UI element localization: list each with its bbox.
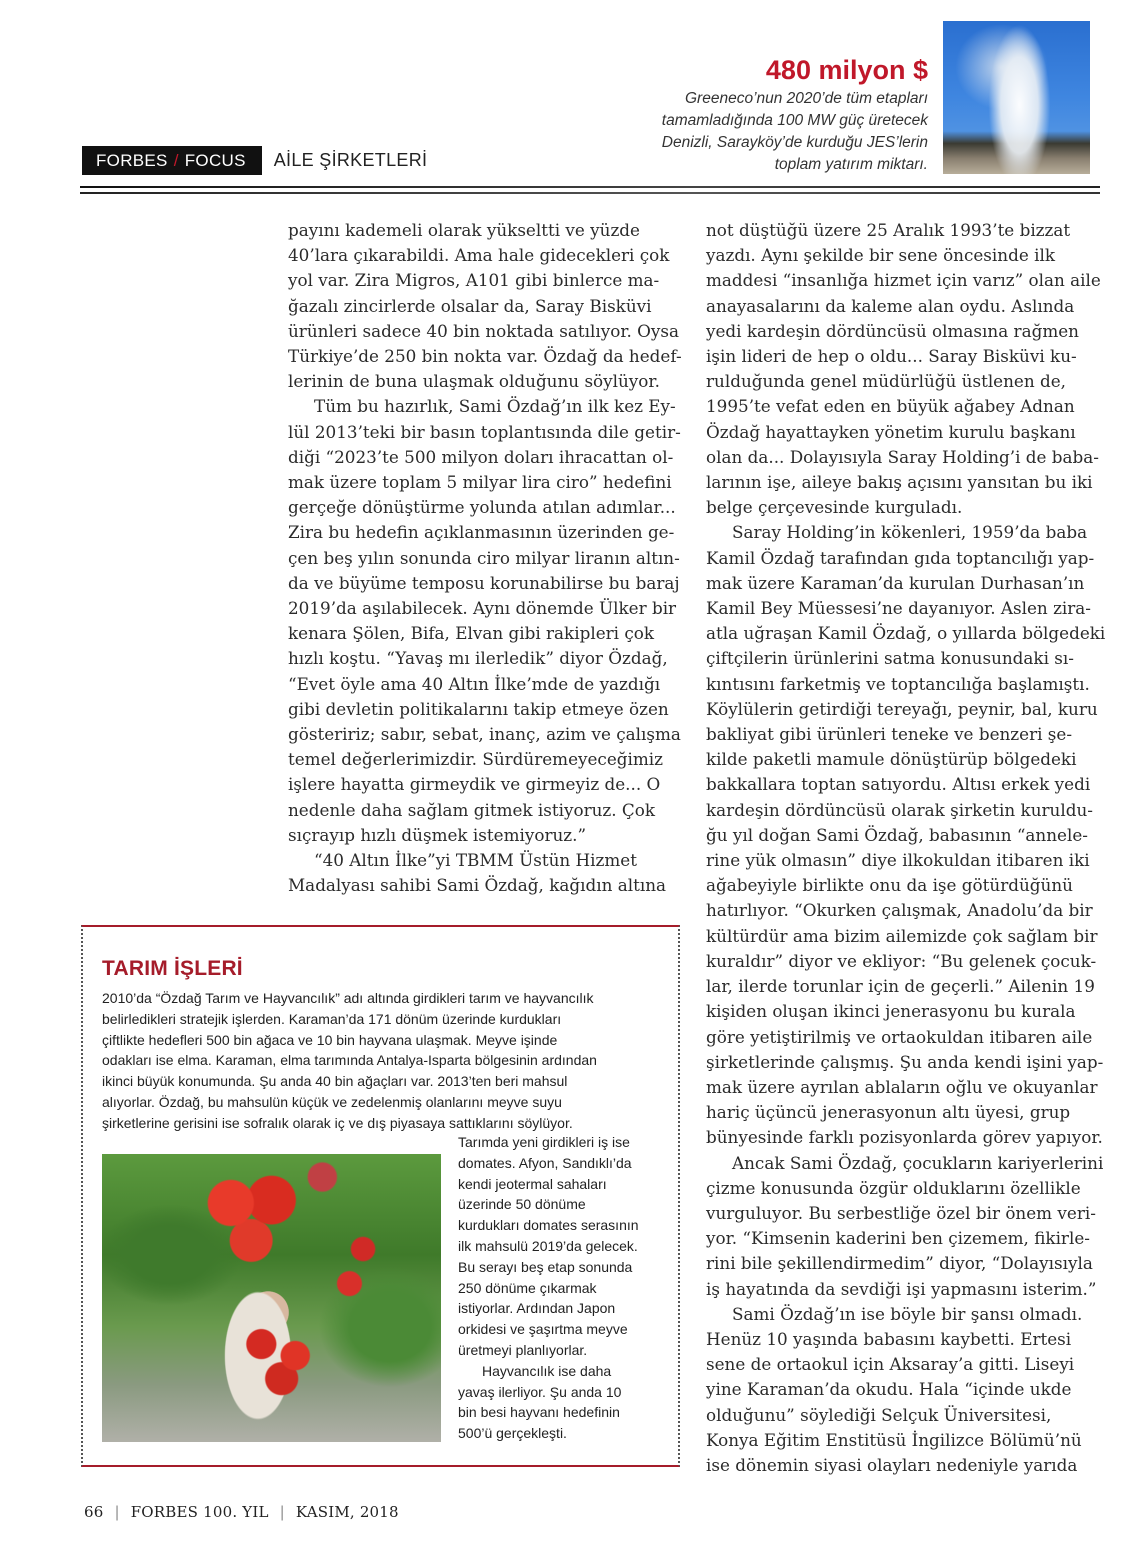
text-line: ikinci büyük konumunda. Şu anda 40 bin ağaçları var. 2013’ten beri mahsul	[102, 1073, 568, 1090]
text-line: diği “2023’te 500 milyon doları ihracattan ol-	[288, 446, 674, 467]
text-line: Tüm bu hazırlık, Sami Özdağ’ın ilk kez Ey-	[314, 396, 676, 417]
geyser-photo	[943, 21, 1090, 174]
text-line: olduğunu” söylediği Selçuk Üniversitesi,	[706, 1404, 1052, 1425]
text-line: yine Karaman’da okudu. Hala “içinde ukde	[706, 1379, 1072, 1400]
text-line: anayasalarını da kaleme alan oydu. Aslında	[706, 295, 1075, 316]
text-line: Zira bu hedefin açıklanmasının üzerinden ge-	[288, 522, 675, 543]
rubric-focus: FOCUS	[184, 150, 246, 170]
text-line: nedenle daha sağlam gitmek istiyoruz. Çok	[288, 799, 656, 820]
text-line: işlere hayatta girmeydik ve girmeyiz de... O	[288, 774, 661, 795]
text-line: mak üzere ayrılan ablaların oğlu ve okuyanlar	[706, 1076, 1098, 1097]
paragraph	[288, 394, 681, 848]
page-number: 66	[84, 1503, 104, 1521]
text-line: Saray Holding’in kökenleri, 1959’da baba	[732, 522, 1088, 543]
text-line: 2010’da “Özdağ Tarım ve Hayvancılık” adı altında girdikleri tarım ve hayvancılık	[102, 990, 594, 1006]
text-line: Henüz 10 yaşında babasını kaybetti. Ertesi	[706, 1328, 1072, 1349]
text-line: “Evet öyle ama 40 Altın İlke’mde de yazdığı	[288, 673, 661, 694]
text-line: mak üzere toplam 5 milyar lira ciro” hedefini	[288, 472, 672, 493]
text-line: lerinin de buna ulaşmak olduğunu söylüyor.	[288, 371, 660, 392]
stat-caption	[548, 88, 928, 176]
text-line: 500’ü gerçekleşti.	[458, 1425, 567, 1442]
box-title: TARIM İŞLERİ	[102, 957, 243, 980]
text-line: not düştüğü üzere 25 Aralık 1993’te bizzat	[706, 220, 1071, 240]
text-line: ğu yıl doğan Sami Özdağ, babasının “annele-	[706, 824, 1088, 845]
paragraph	[706, 218, 1101, 520]
text-line: yedi kardeşin dördüncüsü olmasına rağmen	[706, 320, 1079, 341]
text-line: ğazalı zincirlerde olsalar da, Saray Bisküvi	[288, 295, 652, 316]
magazine-name: FORBES 100. YIL	[130, 1503, 269, 1521]
text-line: alıyorlar. Özdağ, bu mahsulün küçük ve zedelenmiş olanlarını meyve suyu	[102, 1093, 562, 1110]
text-line: 2019’da aşılabilecek. Aynı dönemde Ülker bir	[288, 598, 677, 619]
sidebar-box	[81, 925, 680, 1467]
text-line: larının işe, aileye bakış açısını yansıtan bu iki	[706, 472, 1093, 493]
text-line: işin lideri de hep o oldu... Saray Bisküvi ku-	[706, 346, 1077, 367]
text-line: “40 Altın İlke”yi TBMM Üstün Hizmet	[314, 850, 637, 871]
tomato-greenhouse-photo	[102, 1154, 441, 1442]
rubric-label	[82, 146, 262, 175]
text-line: çen beş yılın sonunda ciro milyar liranın altın-	[288, 547, 680, 568]
footer-separator: |	[114, 1503, 120, 1521]
paragraph	[288, 848, 676, 898]
text-line: orkidesi ve şaşırtma meyve	[458, 1321, 628, 1338]
text-line: sıçrayıp hızlı düşmek istemiyoruz.”	[288, 824, 587, 845]
stat-caption-line: toplam yatırım miktarı.	[774, 156, 928, 173]
text-line: rulduğunda genel müdürlüğü üstlenen de,	[706, 371, 1067, 392]
text-line: mak üzere Karaman’da kurulan Durhasan’ın	[706, 572, 1085, 593]
paragraph	[458, 1132, 668, 1361]
paragraph	[288, 218, 682, 394]
text-line: hariç üçüncü jenerasyonun altı üyesi, grup	[706, 1102, 1071, 1123]
text-line: kişiden oluşan ikinci jenerasyonu bu kurala	[706, 1001, 1076, 1022]
text-line: ilk mahsulü 2019’da gelecek.	[458, 1237, 638, 1254]
issue-date: KASIM, 2018	[295, 1503, 399, 1521]
text-line: iş hayatında da sevdiği işi yapmasını isterim.”	[706, 1278, 1097, 1299]
text-line: ise dönemin siyasi olayları nedeniyle yarıda	[706, 1454, 1078, 1475]
text-line: temel değerlerimizdir. Sürdüremeyeceğimiz	[288, 749, 663, 770]
text-line: Konya Eğitim Enstitüsü İngilizce Bölümü’nü	[706, 1429, 1082, 1450]
text-line: vurguluyor. Bu serbestliğe özel bir önem veri-	[706, 1202, 1096, 1223]
paragraph	[706, 1151, 1104, 1302]
text-line: bünyesinde farklı pozisyonlarda görev yapıyor.	[706, 1127, 1103, 1148]
header-rule	[80, 192, 1100, 194]
text-line: rine yük olmasın” diye ilkokuldan itibaren iki	[706, 850, 1090, 871]
rubric-brand: FORBES	[96, 150, 168, 170]
text-line: kenara Şölen, Bifa, Elvan gibi rakipleri çok	[288, 623, 655, 644]
header-rule	[80, 186, 1100, 188]
text-line: şirketlerine gerisini ise sofralık olarak iç ve dış piyasaya sattıklarını söylüyor.	[102, 1114, 573, 1131]
text-line: olan da... Dolayısıyla Saray Holding’i de baba-	[706, 446, 1099, 467]
text-line: domates. Afyon, Sandıklı’da	[458, 1154, 632, 1171]
text-line: kurdukları domates serasının	[458, 1217, 639, 1234]
text-line: Türkiye’de 250 bin nokta var. Özdağ da hedef-	[288, 346, 682, 367]
text-line: gösteririz; sabır, sebat, inanç, azim ve çalışma	[288, 724, 681, 745]
text-line: Bu serayı beş etap sonunda	[458, 1258, 633, 1275]
text-line: çizme konusunda özgür olduklarını özellikle	[706, 1177, 1081, 1198]
text-line: ağabeyiyle birlikte onu da işe götürdüğünü	[706, 875, 1073, 896]
text-line: bakliyat gibi ürünleri teneke ve benzeri şe-	[706, 724, 1073, 745]
article-column-left	[288, 218, 682, 898]
text-line: Kamil Özdağ tarafından gıda toptancılığı yap-	[706, 547, 1095, 568]
text-line: odakları ise elma. Karaman, elma tarımında Antalya-Isparta bölgesinin ardından	[102, 1052, 597, 1069]
text-line: 250 dönüme çıkarmak	[458, 1279, 597, 1296]
footer-separator: |	[279, 1503, 285, 1521]
box-side-text	[458, 1132, 668, 1444]
text-line: göre yetiştirilmiş ve ortaokuldan itibaren aile	[706, 1026, 1093, 1047]
box-intro-text	[102, 988, 672, 1134]
text-line: üzerinde 50 dönüme	[458, 1196, 586, 1213]
text-line: 40’lara çıkarabildi. Ama hale gidecekleri çok	[288, 245, 670, 266]
text-line: lül 2013’teki bir basın toplantısında dile getir-	[288, 421, 681, 442]
text-line: üretmeyi planlıyorlar.	[458, 1341, 588, 1358]
text-line: yol var. Zira Migros, A101 gibi binlerce ma-	[288, 270, 660, 291]
text-line: çiftçilerin ürünlerini satma konusundaki sı-	[706, 648, 1074, 669]
text-line: bakkallara toptan satıyordu. Altısı erkek yedi	[706, 774, 1091, 795]
text-line: kendi jeotermal sahaları	[458, 1175, 607, 1192]
stat-value: 480 milyon $	[765, 55, 928, 85]
text-line: bin besi hayvanı hedefinin	[458, 1404, 620, 1421]
rubric-slash: /	[173, 150, 179, 170]
text-line: ürünleri sadece 40 bin noktada satılıyor. Oysa	[288, 320, 680, 341]
text-line: payını kademeli olarak yükseltti ve yüzde	[288, 220, 640, 240]
text-line: 1995’te vefat eden en büyük ağabey Adnan	[706, 396, 1075, 417]
text-line: kilde paketli mamule dönüştürüp bölgedeki	[706, 749, 1077, 770]
text-line: Tarımda yeni girdikleri iş ise	[458, 1134, 630, 1150]
text-line: hızlı koştu. “Yavaş mı ilerledik” diyor Özdağ,	[288, 648, 668, 669]
paragraph	[458, 1361, 668, 1444]
text-line: maddesi “insanlığa hizmet için varız” olan aile	[706, 270, 1101, 291]
text-line: çiftlikte hedefleri 500 bin ağaca ve 10 bin hayvana ulaşmak. Meyve işinde	[102, 1031, 558, 1048]
text-line: Hayvancılık ise daha	[482, 1362, 612, 1379]
text-line: yor. “Kimsenin kaderini ben çizemem, fikirle-	[706, 1228, 1090, 1249]
text-line: da ve büyüme temposu korunabilirse bu baraj	[288, 572, 680, 593]
text-line: gibi devletin politikalarını takip etmeye özen	[288, 698, 669, 719]
text-line: Özdağ hayattayken yönetim kurulu başkanı	[706, 421, 1076, 442]
text-line: rini bile şekillendirmedim” diyor, “Dolayısıyla	[706, 1253, 1093, 1274]
text-line: Ancak Sami Özdağ, çocukların kariyerlerini	[732, 1152, 1104, 1173]
text-line: kıntısını farketmiş ve toptancılığa başlamıştı.	[706, 673, 1090, 694]
text-line: belge çerçevesinde kurguladı.	[706, 497, 963, 518]
text-line: sene de ortaokul için Aksaray’a gitti. Liseyi	[706, 1354, 1075, 1375]
text-line: kardeşin dördüncüsü olarak şirketin kuruldu-	[706, 799, 1093, 820]
text-line: belirledikleri stratejik işlerden. Karaman’da 171 dönüm üzerinde kurdukları	[102, 1010, 562, 1027]
text-line: yazdı. Aynı şekilde bir sene öncesinde ilk	[706, 245, 1056, 266]
text-line: Sami Özdağ’ın ise böyle bir şansı olmadı.	[732, 1303, 1083, 1324]
stat-callout	[548, 52, 928, 176]
stat-caption-line: tamamladığında 100 MW güç üretecek	[661, 112, 928, 129]
section-title: AİLE ŞİRKETLERİ	[273, 150, 428, 170]
stat-caption-line: Denizli, Sarayköy’de kurduğu JES’lerin	[661, 134, 928, 151]
text-line: istiyorlar. Ardından Japon	[458, 1300, 616, 1317]
text-line: atla uğraşan Kamil Özdağ, o yıllarda bölgedeki	[706, 623, 1106, 644]
section-rubric	[82, 146, 427, 175]
text-line: yavaş ilerliyor. Şu anda 10	[458, 1383, 622, 1400]
text-line: kültürdür ama bizim ailemizde çok sağlam bir	[706, 925, 1098, 946]
stat-caption-line: Greeneco’nun 2020’de tüm etapları	[685, 90, 928, 107]
text-line: Madalyası sahibi Sami Özdağ, kağıdın altına	[288, 875, 667, 896]
text-line: Köylülerin getirdiği tereyağı, peynir, bal, kuru	[706, 698, 1098, 719]
text-line: şirketlerinde çalışmış. Şu anda kendi işini yap-	[706, 1051, 1104, 1072]
text-line: gerçeğe dönüştürme yolunda atılan adımlar...	[288, 497, 676, 518]
text-line: kuraldır” diyor ve ekliyor: “Bu gelenek çocuk-	[706, 950, 1097, 971]
page-footer	[84, 1503, 399, 1521]
paragraph	[706, 520, 1106, 1150]
text-line: Kamil Bey Müessesi’ne dayanıyor. Aslen zira-	[706, 598, 1091, 619]
text-line: hatırlıyor. “Okurken çalışmak, Anadolu’da bir	[706, 900, 1093, 921]
paragraph	[706, 1302, 1098, 1478]
article-column-right	[706, 218, 1106, 1478]
text-line: lar, ilerde torunlar için de geçerli.” Ailenin 19	[706, 976, 1095, 997]
